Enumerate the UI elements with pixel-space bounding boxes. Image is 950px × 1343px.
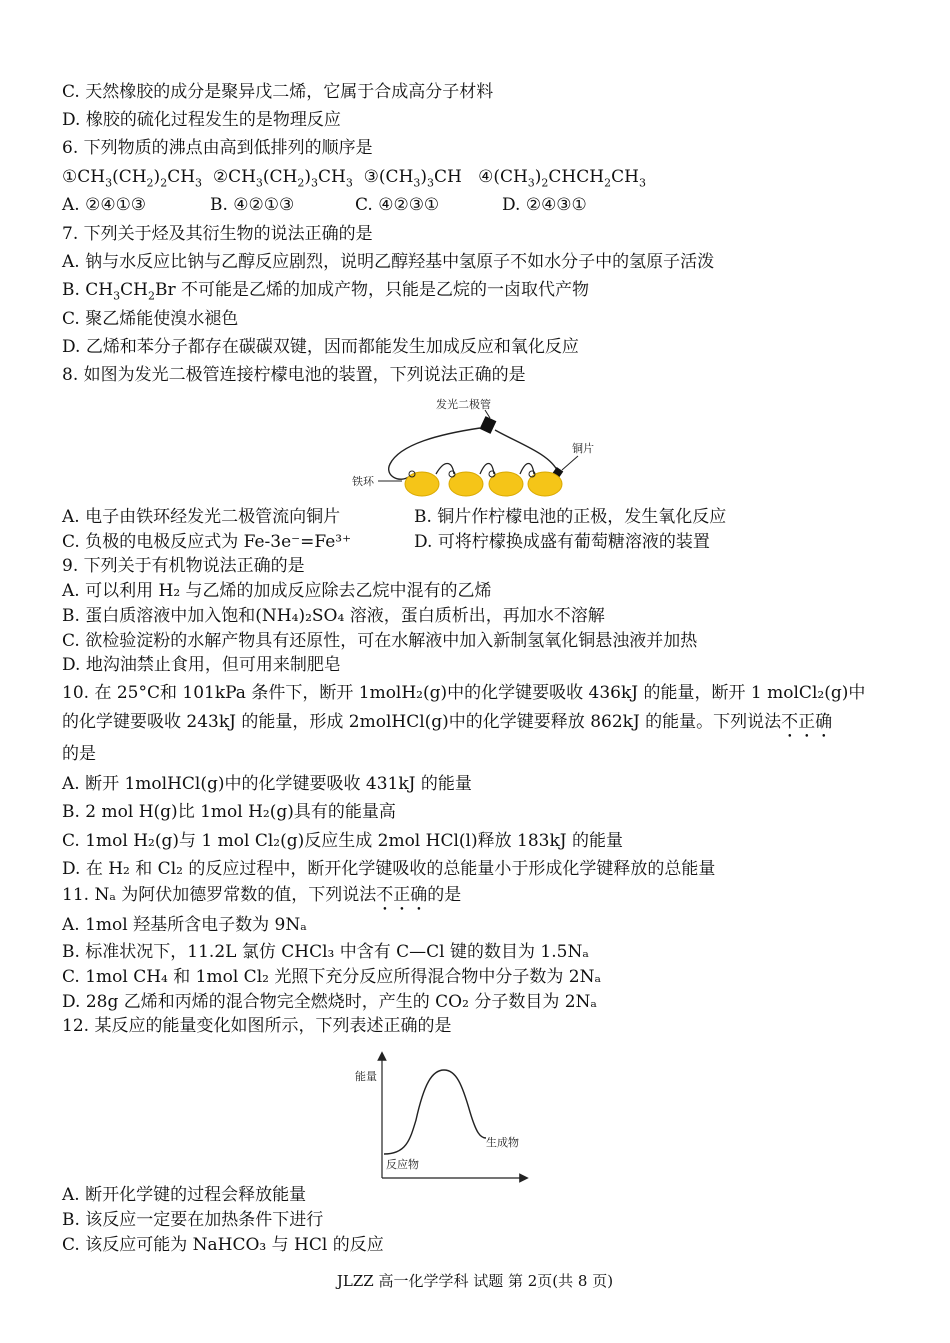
q8-option-d: D. 可将柠檬换成盛有葡萄糖溶液的装置: [414, 532, 710, 552]
reactant-label: 反应物: [386, 1158, 419, 1171]
q6-option-d: D. ②④③①: [502, 195, 587, 215]
q11-emphasis: 不正确: [376, 885, 428, 905]
led-label: 发光二极管: [436, 398, 491, 411]
q12-option-a: A. 断开化学键的过程会释放能量: [62, 1185, 307, 1205]
iron-label: 铁环: [352, 475, 374, 488]
q10-option-c: C. 1mol H₂(g)与 1 mol Cl₂(g)反应生成 2mol HCl(l)释放 183kJ 的能量: [62, 831, 623, 851]
q9-stem: 9. 下列关于有机物说法正确的是: [62, 556, 305, 576]
q6-substances: $①CH_3(CH_2)_2CH_3$ $②CH_3(CH_2)_3CH_3$ $③(CH_3)_3CH$ $④(CH_3)_2CHCH_2CH_3$: [62, 167, 646, 190]
q7-stem: 7. 下列关于烃及其衍生物的说法正确的是: [62, 224, 373, 244]
q8-option-c: C. 负极的电极反应式为 Fe-3e⁻=Fe³⁺: [62, 532, 352, 552]
q10-option-a: A. 断开 1molHCl(g)中的化学键要吸收 431kJ 的能量: [62, 774, 472, 794]
q11-option-c: C. 1mol CH₄ 和 1mol Cl₂ 光照下充分反应所得混合物中分子数为 2Nₐ: [62, 967, 602, 987]
q11-stem-end: 的是: [427, 885, 462, 905]
product-label: 生成物: [486, 1136, 519, 1149]
q10-option-d: D. 在 H₂ 和 Cl₂ 的反应过程中，断开化学键吸收的总能量小于形成化学键释放的总能量: [62, 859, 716, 879]
q10-stem-text: 的化学键要吸收 243kJ 的能量，形成 2molHCl(g)中的化学键要释放 862kJ 的能量。下列说法: [62, 712, 782, 732]
lemon-1: [405, 472, 439, 496]
q10-stem-line2: [62, 711, 832, 742]
q9-option-a: A. 可以利用 H₂ 与乙烯的加成反应除去乙烷中混有的乙烯: [62, 581, 492, 601]
q10-option-b: B. 2 mol H(g)比 1mol H₂(g)具有的能量高: [62, 802, 396, 822]
lemon-battery-figure: [340, 394, 620, 504]
led-diode: [480, 416, 497, 434]
page-footer: JLZZ 高一化学学科 试题 第 2页(共 8 页): [336, 1272, 614, 1290]
energy-diagram: [348, 1050, 538, 1185]
copper-label: 铜片: [572, 442, 594, 455]
energy-curve: [384, 1070, 486, 1154]
q10-stem-line3: 的是: [62, 744, 96, 764]
q9-option-b: B. 蛋白质溶液中加入饱和(NH₄)₂SO₄ 溶液，蛋白质析出，再加水不溶解: [62, 606, 605, 626]
q11-stem-text: 11. Nₐ 为阿伏加德罗常数的值，下列说法: [62, 885, 377, 905]
q10-emphasis: 不正确: [781, 712, 833, 732]
q11-option-b: B. 标准状况下，11.2L 氯仿 CHCl₃ 中含有 C—Cl 键的数目为 1.5Nₐ: [62, 942, 589, 962]
q6-option-c: C. ④②③①: [355, 195, 440, 215]
q8-option-b: B. 铜片作柠檬电池的正极，发生氧化反应: [414, 507, 727, 527]
q8-stem: 8. 如图为发光二极管连接柠檬电池的装置，下列说法正确的是: [62, 365, 526, 385]
q6-stem: 6. 下列物质的沸点由高到低排列的顺序是: [62, 138, 373, 158]
q7-option-b: B. $CH_3CH_2Br$ 不可能是乙烯的加成产物，只能是乙烷的一卤取代产物: [62, 280, 590, 303]
q12-stem: 12. 某反应的能量变化如图所示，下列表述正确的是: [62, 1016, 452, 1036]
q11-option-a: A. 1mol 羟基所含电子数为 9Nₐ: [62, 915, 307, 935]
q6-option-a: A. ②④①③: [62, 195, 147, 215]
q7-option-c: C. 聚乙烯能使溴水褪色: [62, 309, 239, 329]
q11-stem: [62, 884, 461, 915]
lemon-4: [528, 472, 562, 496]
q9-option-c: C. 欲检验淀粉的水解产物具有还原性，可在水解液中加入新制氢氧化铜悬浊液并加热: [62, 631, 698, 651]
q12-option-c: C. 该反应可能为 NaHCO₃ 与 HCl 的反应: [62, 1235, 384, 1255]
q7-option-d: D. 乙烯和苯分子都存在碳碳双键，因而都能发生加成反应和氧化反应: [62, 337, 579, 357]
y-axis-label: 能量: [355, 1070, 377, 1083]
q10-stem-line1: 10. 在 25°C和 101kPa 条件下，断开 1molH₂(g)中的化学键要吸收 436kJ 的能量，断开 1 molCl₂(g)中: [62, 683, 866, 703]
q7-option-a: A. 钠与水反应比钠与乙醇反应剧烈，说明乙醇羟基中氢原子不如水分子中的氢原子活泼: [62, 252, 715, 272]
q11-option-d: D. 28g 乙烯和丙烯的混合物完全燃烧时，产生的 CO₂ 分子数目为 2Nₐ: [62, 992, 597, 1012]
q5-option-d: D. 橡胶的硫化过程发生的是物理反应: [62, 110, 341, 130]
q12-option-b: B. 该反应一定要在加热条件下进行: [62, 1210, 324, 1230]
q9-option-d: D. 地沟油禁止食用，但可用来制肥皂: [62, 655, 341, 675]
q8-option-a: A. 电子由铁环经发光二极管流向铜片: [62, 507, 341, 527]
q5-option-c: C. 天然橡胶的成分是聚异戊二烯，它属于合成高分子材料: [62, 82, 494, 102]
q6-option-b: B. ④②①③: [210, 195, 295, 215]
